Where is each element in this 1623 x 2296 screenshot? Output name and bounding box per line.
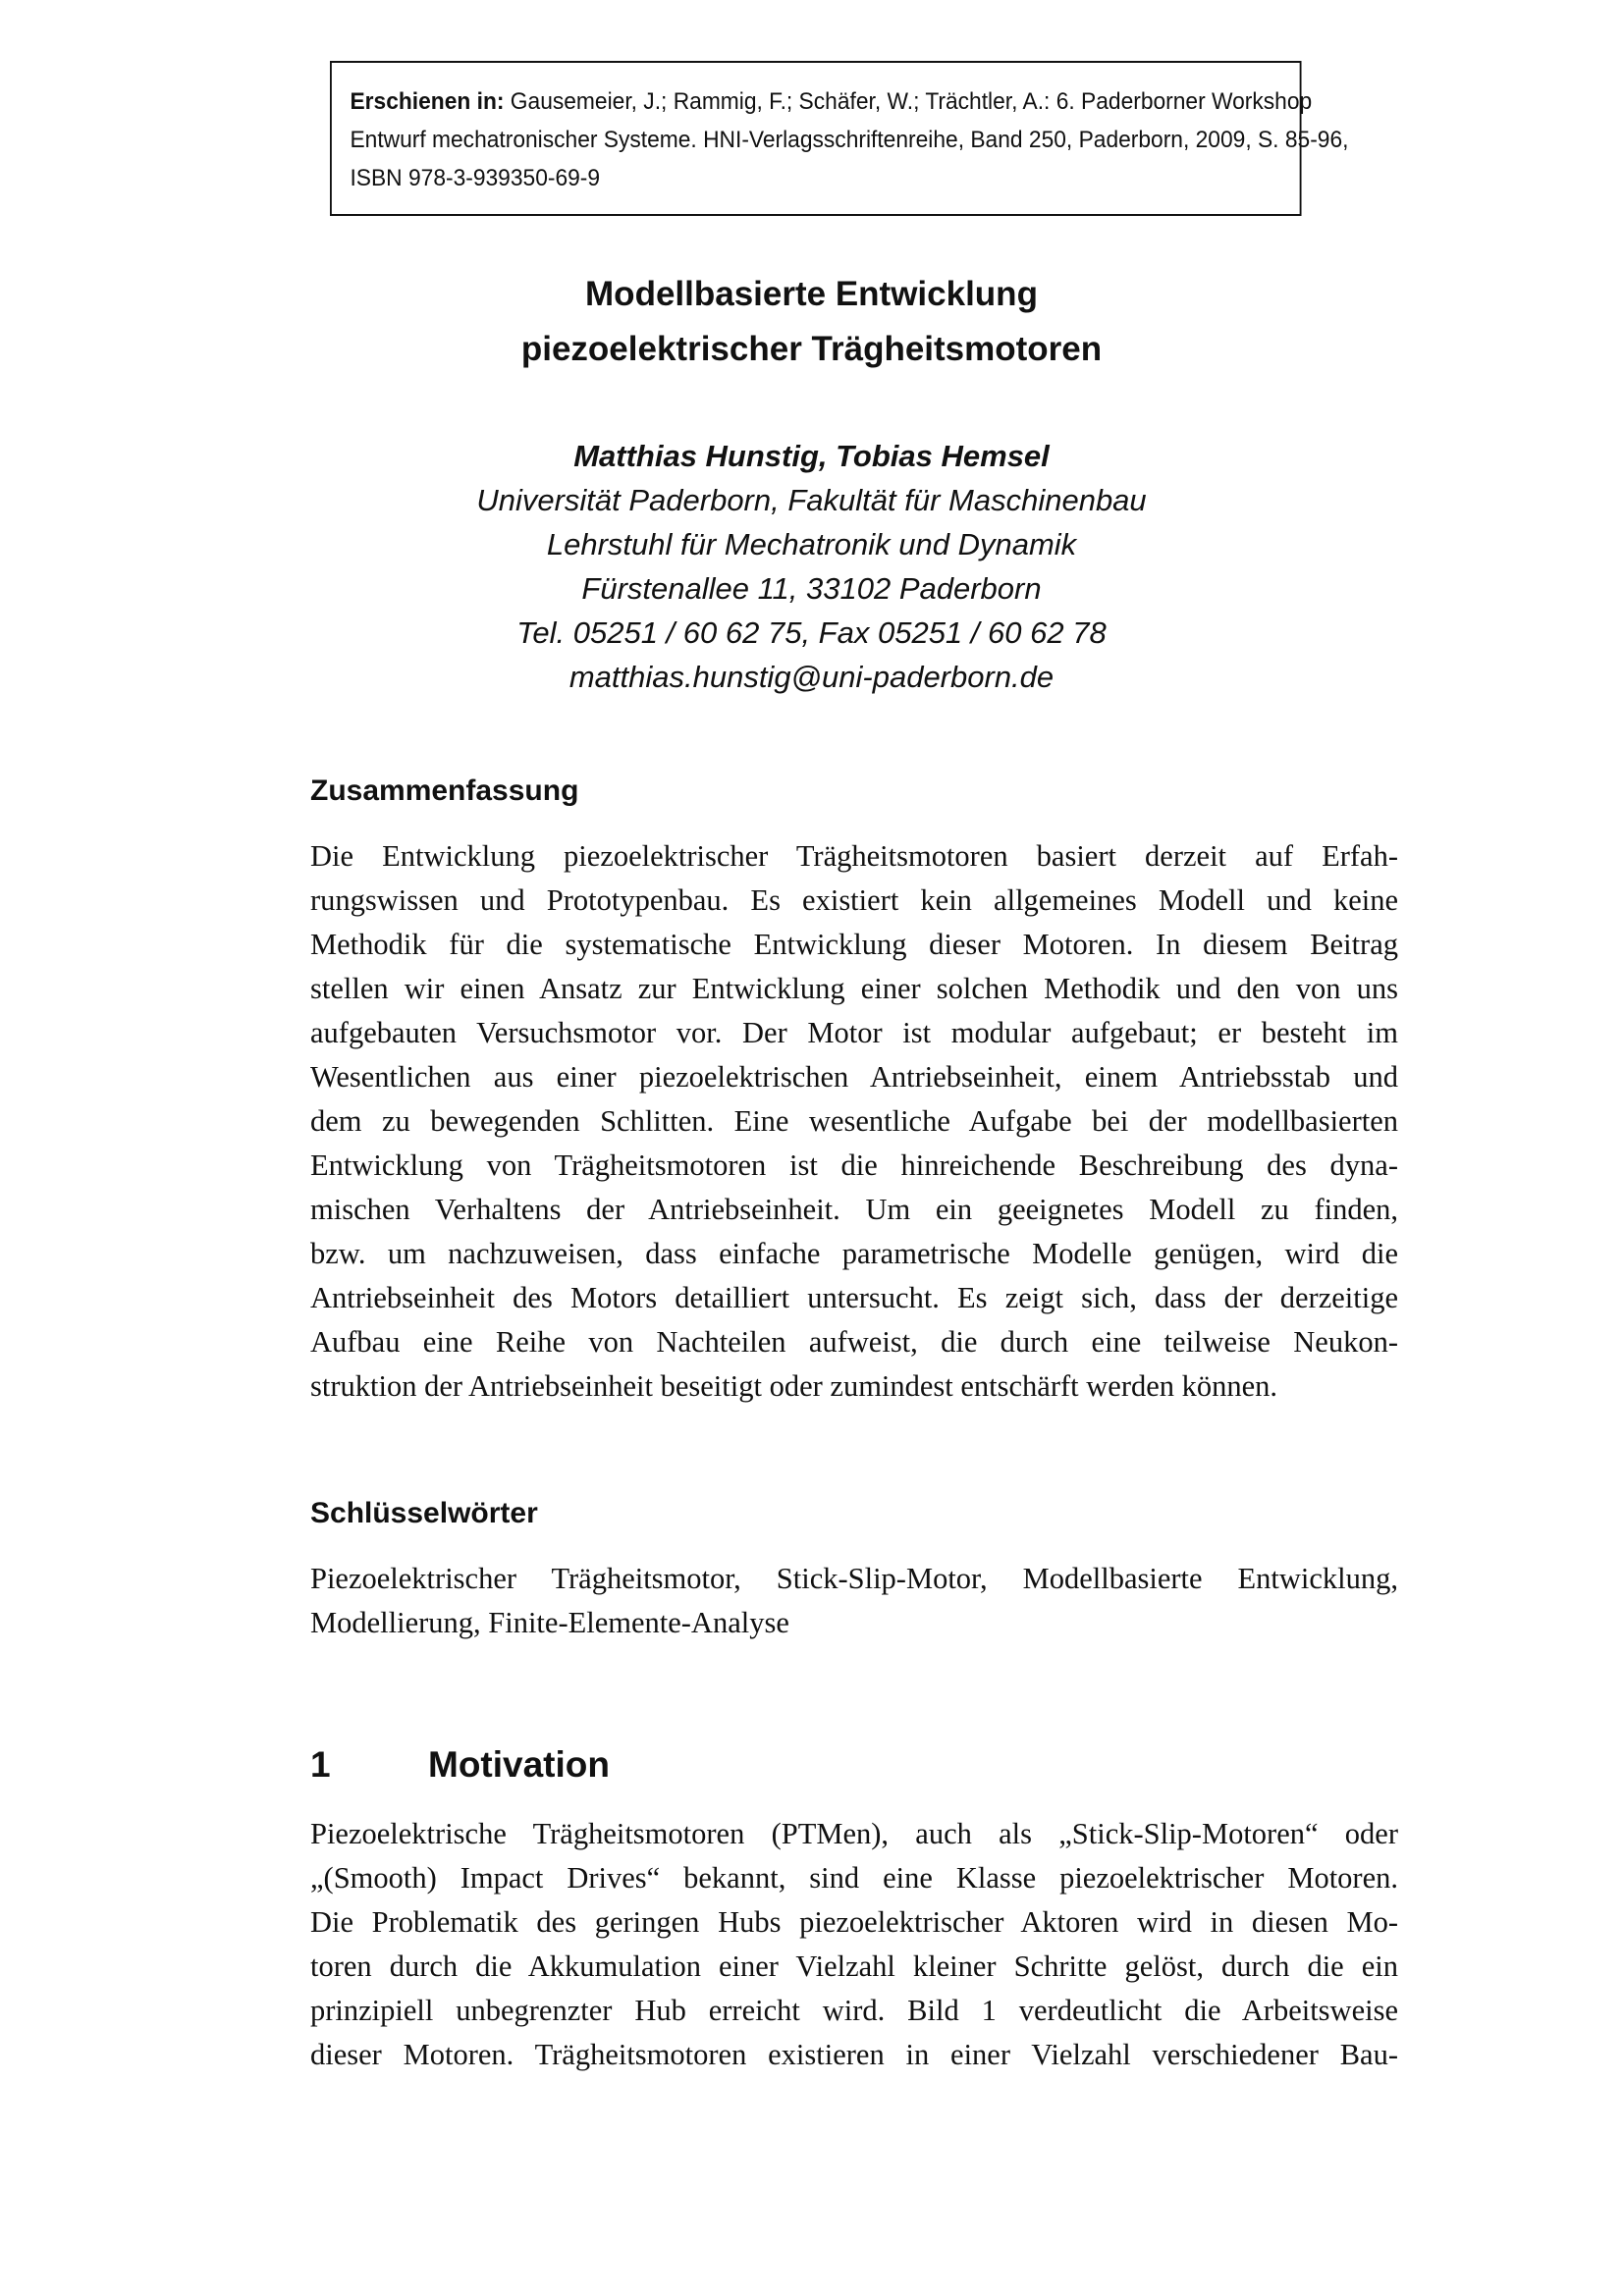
section-1-body <box>310 1812 1398 2077</box>
citation-line-2: Entwurf mechatronischer Systeme. HNI-Verlagsschriftenreihe, Band 250, Paderborn, 2009, S. 85-96, <box>350 127 1349 153</box>
section-1-heading <box>310 1741 610 1789</box>
author-email: matthias.hunstig@uni-paderborn.de <box>568 660 1055 694</box>
author-block <box>0 434 1623 699</box>
abstract-line: bzw. um nachzuweisen, dass einfache parametrische Modelle genügen, wird die <box>310 1237 1398 1270</box>
abstract-heading: Zusammenfassung <box>310 774 579 807</box>
abstract-line: Aufbau eine Reihe von Nachteilen aufweist, die durch eine teilweise Neukon- <box>310 1325 1398 1359</box>
paper-title-line-2: piezoelektrischer Trägheitsmotoren <box>520 330 1103 368</box>
citation-box <box>330 61 1349 216</box>
abstract-line: Methodik für die systematische Entwicklung dieser Motoren. In diesem Beitrag <box>310 928 1398 961</box>
section-1-line: dieser Motoren. Trägheitsmotoren existieren in einer Vielzahl verschiedener Bau- <box>310 2038 1398 2071</box>
section-1-title: Motivation <box>428 1744 610 1785</box>
section-1-line: Piezoelektrische Trägheitsmotoren (PTMen), auch als „Stick-Slip-Motoren“ oder <box>310 1817 1398 1850</box>
abstract-line: Antriebseinheit des Motors detailliert untersucht. Es zeigt sich, dass der derzeitige <box>310 1281 1398 1314</box>
keywords-line: Piezoelektrischer Trägheitsmotor, Stick-Slip-Motor, Modellbasierte Entwicklung, <box>310 1562 1398 1595</box>
keywords-body <box>310 1557 1398 1645</box>
abstract-line: stellen wir einen Ansatz zur Entwicklung einer solchen Methodik und den von uns <box>310 972 1398 1005</box>
paper-title <box>0 267 1623 377</box>
citation-line-3: ISBN 978-3-939350-69-9 <box>350 165 601 191</box>
citation-line-1-rest: Gausemeier, J.; Rammig, F.; Schäfer, W.; Trächtler, A.: 6. Paderborner Workshop <box>504 88 1313 115</box>
keywords-line: Modellierung, Finite-Elemente-Analyse <box>310 1606 789 1639</box>
abstract-line: Wesentlichen aus einer piezoelektrischen Antriebseinheit, einem Antriebsstab und <box>310 1060 1398 1094</box>
section-1-line: „(Smooth) Impact Drives“ bekannt, sind eine Klasse piezoelektrischer Motoren. <box>310 1861 1398 1895</box>
abstract-line: Die Entwicklung piezoelektrischer Trägheitsmotoren basiert derzeit auf Erfah- <box>310 839 1398 873</box>
author-affiliation-university: Universität Paderborn, Fakultät für Maschinenbau <box>476 483 1147 517</box>
section-1-line: Die Problematik des geringen Hubs piezoelektrischer Aktoren wird in diesen Mo- <box>310 1905 1398 1939</box>
author-names: Matthias Hunstig, Tobias Hemsel <box>573 439 1050 473</box>
abstract-line: mischen Verhaltens der Antriebseinheit. Um ein geeignetes Modell zu finden, <box>310 1193 1398 1226</box>
paper-title-line-1: Modellbasierte Entwicklung <box>585 275 1038 313</box>
citation-text <box>350 82 1373 197</box>
abstract-line: aufgebauten Versuchsmotor vor. Der Motor ist modular aufgebaut; er besteht im <box>310 1016 1398 1049</box>
keywords-heading: Schlüsselwörter <box>310 1497 538 1529</box>
author-address: Fürstenallee 11, 33102 Paderborn <box>581 571 1042 606</box>
abstract-line: rungswissen und Prototypenbau. Es existiert kein allgemeines Modell und keine <box>310 883 1398 917</box>
section-1-line: prinzipiell unbegrenzter Hub erreicht wird. Bild 1 verdeutlicht die Arbeitsweise <box>310 1994 1398 2027</box>
section-1-number: 1 <box>310 1744 331 1785</box>
author-phone: Tel. 05251 / 60 62 75, Fax 05251 / 60 62 78 <box>516 615 1107 650</box>
abstract-line: Entwicklung von Trägheitsmotoren ist die hinreichende Beschreibung des dyna- <box>310 1148 1398 1182</box>
citation-lead: Erschienen in: <box>350 88 505 115</box>
abstract-line: dem zu bewegenden Schlitten. Eine wesentliche Aufgabe bei der modellbasierten <box>310 1104 1398 1138</box>
abstract-line: struktion der Antriebseinheit beseitigt oder zumindest entschärft werden können. <box>310 1369 1278 1403</box>
citation-line-1 <box>350 82 1373 121</box>
author-affiliation-chair: Lehrstuhl für Mechatronik und Dynamik <box>546 527 1077 561</box>
abstract-body <box>310 834 1398 1409</box>
section-1-line: toren durch die Akkumulation einer Vielzahl kleiner Schritte gelöst, durch die ein <box>310 1949 1398 1983</box>
